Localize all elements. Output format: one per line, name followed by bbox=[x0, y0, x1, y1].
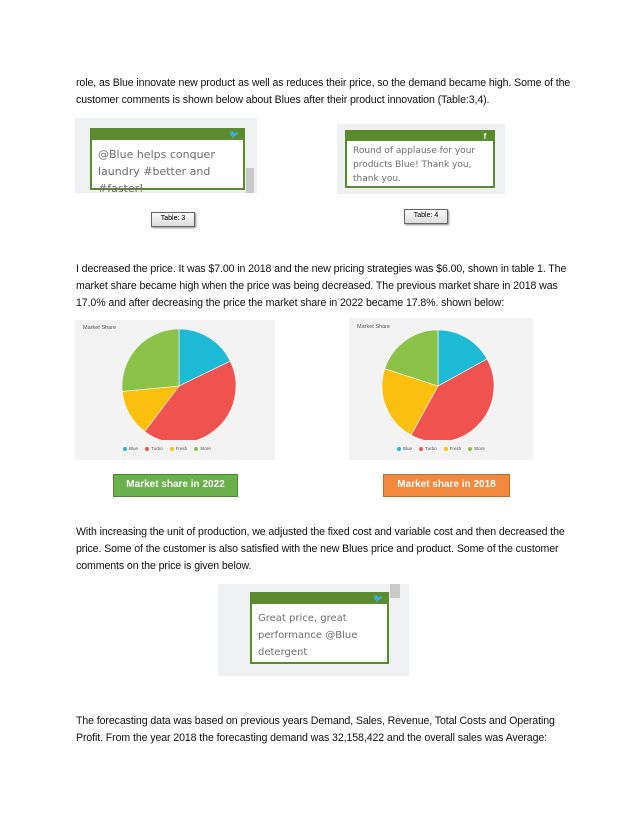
twitter-icon: 🐦 bbox=[373, 594, 383, 603]
pie-slice-store bbox=[122, 329, 179, 391]
legend-swatch bbox=[145, 447, 149, 451]
legend-label: Turbo bbox=[151, 446, 163, 451]
pie-chart-2022 bbox=[75, 320, 275, 440]
legend-swatch bbox=[397, 447, 401, 451]
card-header-bar bbox=[347, 132, 493, 141]
legend-item-fresh bbox=[444, 446, 462, 451]
legend-swatch bbox=[170, 447, 174, 451]
market-share-2018-label: Market share in 2018 bbox=[383, 474, 510, 497]
chart-2022 bbox=[75, 320, 275, 460]
tweet-text: @Blue helps conquer laundry #better and #faster! bbox=[98, 148, 215, 195]
comment-panel-price bbox=[218, 584, 409, 676]
facebook-icon: f bbox=[483, 132, 487, 141]
legend-label: Store bbox=[200, 446, 211, 451]
legend-swatch bbox=[419, 447, 423, 451]
legend-label: Blue bbox=[129, 446, 139, 451]
market-share-2022-label: Market share in 2022 bbox=[113, 474, 238, 497]
comment-panel-table4 bbox=[337, 124, 505, 194]
pie-chart-2018 bbox=[349, 318, 533, 440]
paragraph-4: The forecasting data was based on previous years Demand, Sales, Revenue, Total Costs and Operating Profit. From the year 2018 the forecasting demand was 32,158,422 and the overall sales was Average: bbox=[76, 715, 555, 744]
table4-caption: Table: 4 bbox=[404, 209, 448, 224]
legend-item-blue bbox=[397, 446, 412, 451]
comment-panel-table3 bbox=[75, 118, 257, 193]
legend-label: Turbo bbox=[425, 446, 437, 451]
legend-label: Store bbox=[474, 446, 485, 451]
chart-title: Market Share bbox=[357, 324, 391, 330]
tweet-card-price bbox=[250, 592, 389, 664]
legend-swatch bbox=[123, 447, 127, 451]
legend-item-blue bbox=[123, 446, 138, 451]
legend-item-turbo bbox=[145, 446, 163, 451]
legend-swatch bbox=[194, 447, 198, 451]
card-header-bar bbox=[252, 594, 387, 604]
post-text: Round of applause for your products Blue! Thank you, thank you. bbox=[353, 146, 476, 184]
twitter-icon: 🐦 bbox=[229, 130, 239, 139]
card-header-bar bbox=[92, 130, 243, 140]
chart-legend bbox=[397, 446, 485, 451]
tweet-card-table3 bbox=[90, 128, 245, 195]
paragraph-1: role, as Blue innovate new product as well as reduces their price, so the demand became high. Some of the customer comments is shown below about Blues after their product innovation (Table:3,4). bbox=[76, 77, 571, 106]
paragraph-2: I decreased the price. It was $7.00 in 2018 and the new pricing strategies was $6.00, shown in table 1. The market share became high when the price was being decreased. The previous market share in 2018 was 17.0% and after decreasing the price the market share in 2022 became 17.8%. shown below: bbox=[76, 263, 567, 309]
chart-title: Market Share bbox=[83, 325, 117, 331]
legend-item-fresh bbox=[170, 446, 188, 451]
legend-swatch bbox=[444, 447, 448, 451]
tweet-text: Great price, great performance @Blue detergent bbox=[258, 613, 358, 658]
legend-item-turbo bbox=[419, 446, 437, 451]
legend-item-store bbox=[468, 446, 485, 451]
legend-label: Fresh bbox=[449, 446, 462, 451]
legend-swatch bbox=[468, 447, 472, 451]
legend-label: Blue bbox=[403, 446, 413, 451]
scrollbar[interactable] bbox=[246, 168, 254, 193]
paragraph-3: With increasing the unit of production, we adjusted the fixed cost and variable cost and then decreased the price. Some of the customer is also satisfied with the new Blues price and product. Some of the customer comments on the price is given below. bbox=[76, 526, 565, 572]
scrollbar[interactable] bbox=[390, 584, 400, 598]
chart-2018 bbox=[349, 318, 533, 460]
legend-label: Fresh bbox=[175, 446, 188, 451]
table3-caption: Table: 3 bbox=[151, 212, 195, 227]
facebook-card-table4 bbox=[345, 130, 495, 188]
legend-item-store bbox=[194, 446, 211, 451]
chart-legend bbox=[123, 446, 211, 451]
